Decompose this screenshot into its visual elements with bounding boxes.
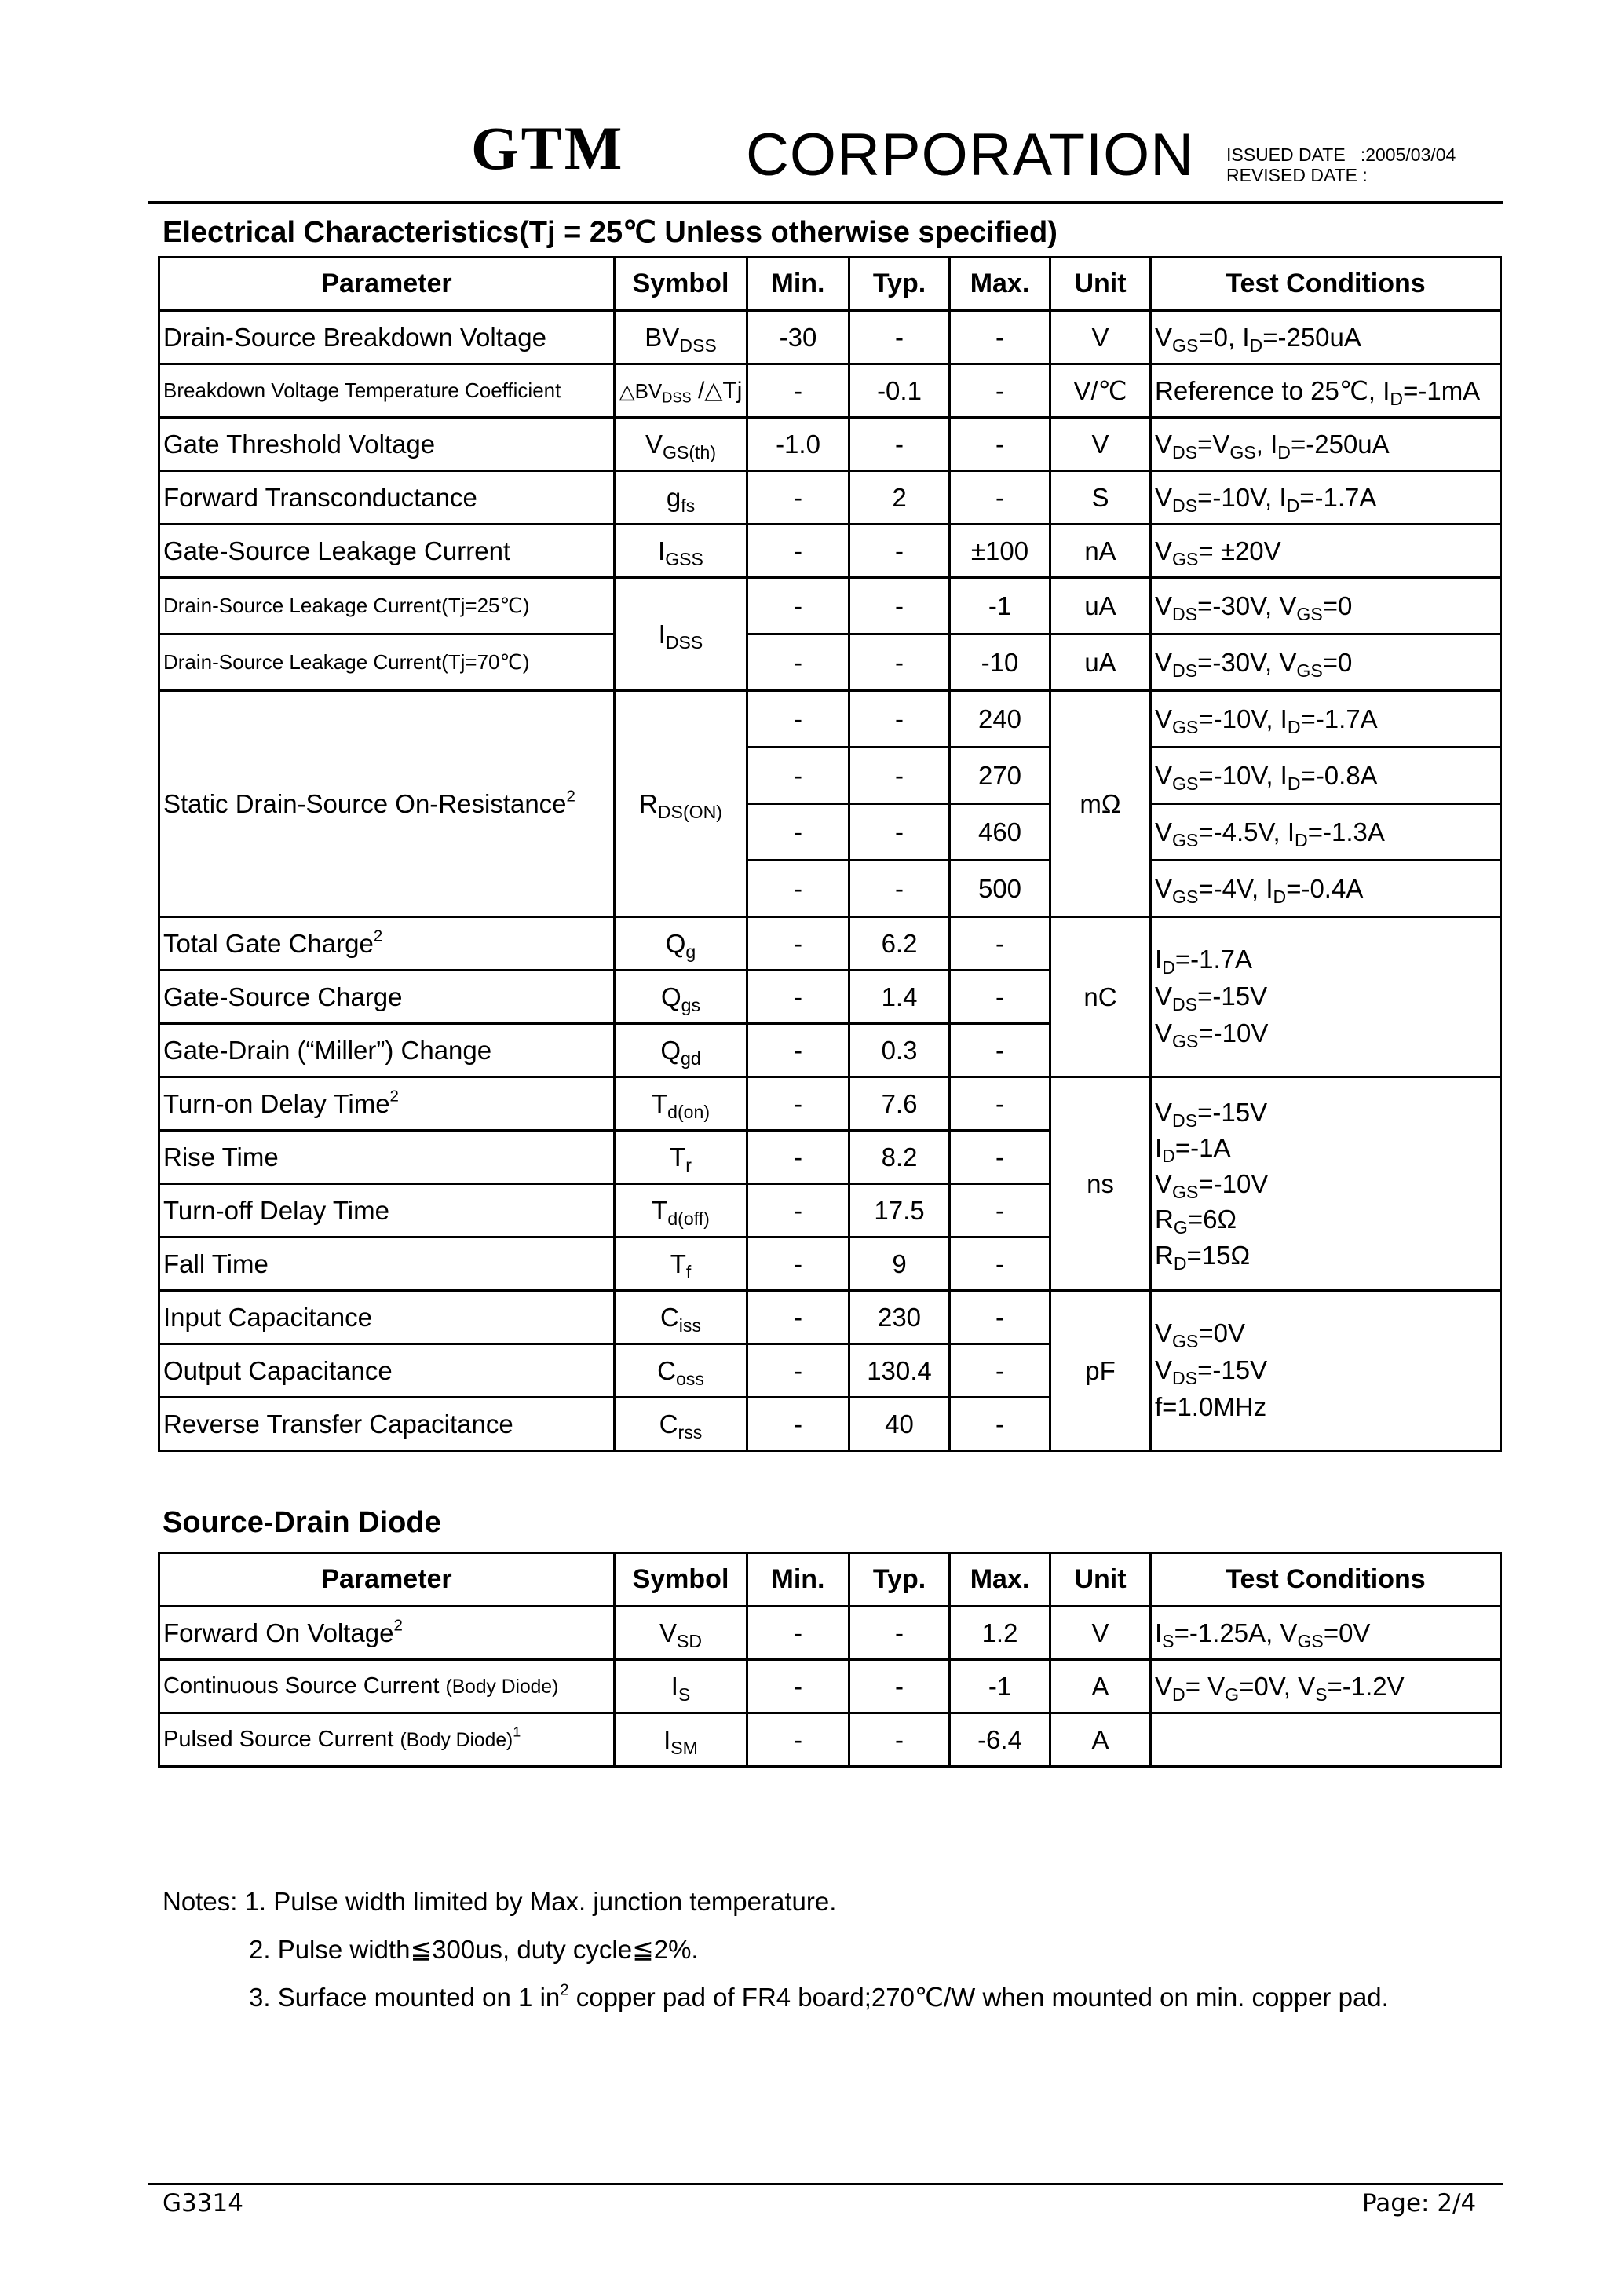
symbol-cell: $V_{GS(th)}$ [615, 418, 747, 471]
typ-cell: - [849, 578, 950, 634]
header-max: Max. [950, 258, 1050, 311]
min-cell: - [747, 1131, 849, 1184]
param-cell: Forward On Voltage$^2$ [159, 1607, 615, 1660]
unit-cell: pF [1050, 1291, 1151, 1451]
condition-line: $V_{GS}=-10V$ [1155, 1168, 1269, 1202]
max-cell: - [950, 917, 1050, 971]
issued-date: ISSUED DATE :2005/03/04 [1226, 144, 1456, 165]
min-cell: - [747, 364, 849, 418]
max-cell: - [950, 1024, 1050, 1077]
condition-cell: $V_{DS}=V_{GS}$, $I_D=-250uA$ [1151, 418, 1501, 471]
param-cell: Gate-Source Leakage Current [159, 525, 615, 578]
source-drain-diode-table [158, 1552, 1502, 1768]
typ-cell: 2 [849, 471, 950, 525]
symbol-cell: $T_{d(off)}$ [615, 1184, 747, 1238]
revised-date: REVISED DATE : [1226, 165, 1368, 186]
param-cell: Drain-Source Breakdown Voltage [159, 311, 615, 364]
typ-cell: - [849, 634, 950, 691]
typ-cell: -0.1 [849, 364, 950, 418]
header-rule [148, 201, 1503, 204]
typ-cell: - [849, 748, 950, 804]
typ-cell: 40 [849, 1398, 950, 1451]
max-cell: -1 [950, 1660, 1050, 1713]
condition-line: $I_D=-1.7A$ [1155, 945, 1253, 978]
param-cell: Turn-on Delay Time$^2$ [159, 1077, 615, 1131]
electrical-characteristics-table [158, 256, 1502, 1452]
param-cell: Drain-Source Leakage Current(Tj=25℃) [159, 578, 615, 634]
condition-line: $I_D=-1A$ [1155, 1133, 1231, 1167]
condition-cell: $V_{GS}=-10V$, $I_D=-1.7A$ [1151, 691, 1501, 748]
max-cell: - [950, 1184, 1050, 1238]
condition-cell [1151, 917, 1501, 1077]
min-cell: - [747, 1077, 849, 1131]
condition-cell: $V_{GS}=-10V$, $I_D=-0.8A$ [1151, 748, 1501, 804]
header-test-conditions: Test Conditions [1151, 1553, 1501, 1607]
min-cell: - [747, 691, 849, 748]
max-cell: 500 [950, 861, 1050, 917]
typ-cell: 8.2 [849, 1131, 950, 1184]
param-cell: Output Capacitance [159, 1344, 615, 1398]
param-cell: Gate-Source Charge [159, 971, 615, 1024]
max-cell: - [950, 1398, 1050, 1451]
symbol-cell: $Q_g$ [615, 917, 747, 971]
typ-cell: - [849, 525, 950, 578]
min-cell: - [747, 1238, 849, 1291]
condition-line: $V_{DS}=-15V$ [1155, 1355, 1268, 1388]
unit-cell: uA [1050, 634, 1151, 691]
condition-cell: $V_{GS}=-4.5V$, $I_D=-1.3A$ [1151, 804, 1501, 861]
typ-cell: 1.4 [849, 971, 950, 1024]
typ-cell: 6.2 [849, 917, 950, 971]
min-cell: - [747, 471, 849, 525]
min-cell: - [747, 917, 849, 971]
min-cell: - [747, 971, 849, 1024]
unit-cell: S [1050, 471, 1151, 525]
param-cell: Rise Time [159, 1131, 615, 1184]
min-cell: -30 [747, 311, 849, 364]
condition-line: $V_{GS}=0V$ [1155, 1318, 1246, 1352]
condition-cell: Reference to 25℃, $I_D=-1mA$ [1151, 364, 1501, 418]
table-row [159, 1077, 1501, 1131]
table-row [159, 917, 1501, 971]
param-cell: Input Capacitance [159, 1291, 615, 1344]
table-row [159, 311, 1501, 364]
document-id: G3314 [163, 2189, 243, 2217]
symbol-cell: $Q_{gs}$ [615, 971, 747, 1024]
param-cell: Gate-Drain (“Miller”) Change [159, 1024, 615, 1077]
condition-cell: $I_S=-1.25A$, $V_{GS}=0V$ [1151, 1607, 1501, 1660]
max-cell: - [950, 1077, 1050, 1131]
header-typ: Typ. [849, 1553, 950, 1607]
unit-cell: V [1050, 311, 1151, 364]
symbol-cell: $\triangle BV_{DSS}$ /△Tj [615, 364, 747, 418]
typ-cell: - [849, 311, 950, 364]
min-cell: - [747, 1024, 849, 1077]
param-cell: Turn-off Delay Time [159, 1184, 615, 1238]
min-cell: - [747, 804, 849, 861]
symbol-cell: $C_{oss}$ [615, 1344, 747, 1398]
table-header-row [159, 258, 1501, 311]
param-cell: Fall Time [159, 1238, 615, 1291]
electrical-characteristics-title: Electrical Characteristics(Tj = 25℃ Unless otherwise specified) [163, 216, 1058, 249]
typ-cell: 17.5 [849, 1184, 950, 1238]
param-cell: Forward Transconductance [159, 471, 615, 525]
min-cell: - [747, 1184, 849, 1238]
header-unit: Unit [1050, 1553, 1151, 1607]
unit-cell: nA [1050, 525, 1151, 578]
max-cell: -1 [950, 578, 1050, 634]
min-cell: - [747, 1344, 849, 1398]
condition-cell: $V_{DS}=-30V$, $V_{GS}=0$ [1151, 634, 1501, 691]
param-cell: Static Drain-Source On-Resistance$^2$ [159, 691, 615, 917]
typ-cell: - [849, 1713, 950, 1767]
issue-dates [1226, 144, 1456, 186]
condition-line: $V_{GS}=-10V$ [1155, 1018, 1269, 1051]
max-cell: - [950, 364, 1050, 418]
condition-cell: $V_D= V_G=0V$, $V_S=-1.2V$ [1151, 1660, 1501, 1713]
condition-line: $R_D=15\Omega$ [1155, 1240, 1251, 1274]
typ-cell: - [849, 1660, 950, 1713]
typ-cell: 9 [849, 1238, 950, 1291]
min-cell: - [747, 861, 849, 917]
condition-cell: $V_{DS}=-10V$, $I_D=-1.7A$ [1151, 471, 1501, 525]
condition-line: $R_G=6\Omega$ [1155, 1205, 1237, 1238]
table-row [159, 1607, 1501, 1660]
table-header-row [159, 1553, 1501, 1607]
condition-cell [1151, 1291, 1501, 1451]
table-row [159, 1291, 1501, 1344]
condition-line: $V_{DS}=-15V$ [1155, 1097, 1268, 1131]
typ-cell: - [849, 691, 950, 748]
table-row [159, 471, 1501, 525]
min-cell: - [747, 1660, 849, 1713]
unit-cell: nC [1050, 917, 1151, 1077]
condition-cell: $V_{GS}=-4V$, $I_D=-0.4A$ [1151, 861, 1501, 917]
symbol-cell: $R_{DS(ON)}$ [615, 691, 747, 917]
symbol-cell: $Q_{gd}$ [615, 1024, 747, 1077]
max-cell: - [950, 1291, 1050, 1344]
symbol-cell: $C_{rss}$ [615, 1398, 747, 1451]
min-cell: -1.0 [747, 418, 849, 471]
min-cell: - [747, 748, 849, 804]
symbol-cell: $T_r$ [615, 1131, 747, 1184]
typ-cell: 230 [849, 1291, 950, 1344]
typ-cell: - [849, 1607, 950, 1660]
company-name: CORPORATION [746, 122, 1195, 188]
min-cell: - [747, 525, 849, 578]
max-cell: - [950, 311, 1050, 364]
max-cell: -6.4 [950, 1713, 1050, 1767]
condition-cell: $V_{GS}=0$, $I_D=-250uA$ [1151, 311, 1501, 364]
table-row [159, 634, 1501, 691]
param-cell: Total Gate Charge$^2$ [159, 917, 615, 971]
typ-cell: 0.3 [849, 1024, 950, 1077]
condition-cell [1151, 1713, 1501, 1767]
unit-cell: ns [1050, 1077, 1151, 1291]
header-symbol: Symbol [615, 258, 747, 311]
table-row [159, 691, 1501, 748]
typ-cell: - [849, 861, 950, 917]
header-symbol: Symbol [615, 1553, 747, 1607]
header-typ: Typ. [849, 258, 950, 311]
header-parameter: Parameter [159, 1553, 615, 1607]
min-cell: - [747, 578, 849, 634]
symbol-cell: $C_{iss}$ [615, 1291, 747, 1344]
table-row [159, 578, 1501, 634]
symbol-cell: $I_{DSS}$ [615, 578, 747, 691]
footer-rule [148, 2183, 1503, 2185]
brand-logo: GTM [471, 114, 625, 182]
table-row [159, 1713, 1501, 1767]
condition-line: $V_{DS}=-15V$ [1155, 982, 1268, 1015]
max-cell: - [950, 1344, 1050, 1398]
condition-cell [1151, 1077, 1501, 1291]
max-cell: 240 [950, 691, 1050, 748]
unit-cell: V [1050, 418, 1151, 471]
max-cell: ±100 [950, 525, 1050, 578]
max-cell: 270 [950, 748, 1050, 804]
symbol-cell: $I_{SM}$ [615, 1713, 747, 1767]
max-cell: - [950, 971, 1050, 1024]
unit-cell: mΩ [1050, 691, 1151, 917]
table-row [159, 1660, 1501, 1713]
symbol-cell: $g_{fs}$ [615, 471, 747, 525]
page-number: Page: 2/4 [1362, 2189, 1477, 2217]
min-cell: - [747, 1607, 849, 1660]
min-cell: - [747, 634, 849, 691]
symbol-cell: $I_S$ [615, 1660, 747, 1713]
condition-cell: $V_{DS}=-30V$, $V_{GS}=0$ [1151, 578, 1501, 634]
header-max: Max. [950, 1553, 1050, 1607]
table-row [159, 525, 1501, 578]
param-cell: Pulsed Source Current (Body Diode)$^1$ [159, 1713, 615, 1767]
note-1: Notes: 1. Pulse width limited by Max. junction temperature. [163, 1887, 837, 1916]
typ-cell: - [849, 804, 950, 861]
header-parameter: Parameter [159, 258, 615, 311]
max-cell: -10 [950, 634, 1050, 691]
min-cell: - [747, 1398, 849, 1451]
param-cell: Continuous Source Current (Body Diode) [159, 1660, 615, 1713]
max-cell: - [950, 1238, 1050, 1291]
source-drain-diode-title: Source-Drain Diode [163, 1506, 441, 1539]
max-cell: 1.2 [950, 1607, 1050, 1660]
typ-cell: 130.4 [849, 1344, 950, 1398]
unit-cell: V/℃ [1050, 364, 1151, 418]
unit-cell: A [1050, 1713, 1151, 1767]
param-cell: Reverse Transfer Capacitance [159, 1398, 615, 1451]
condition-line: f=1.0MHz [1155, 1391, 1267, 1421]
max-cell: - [950, 418, 1050, 471]
table-row [159, 418, 1501, 471]
symbol-cell: $T_{d(on)}$ [615, 1077, 747, 1131]
max-cell: - [950, 1131, 1050, 1184]
max-cell: - [950, 471, 1050, 525]
unit-cell: uA [1050, 578, 1151, 634]
param-cell: Breakdown Voltage Temperature Coefficient [159, 364, 615, 418]
header-unit: Unit [1050, 258, 1151, 311]
unit-cell: A [1050, 1660, 1151, 1713]
condition-cell: $V_{GS}= \pm 20V$ [1151, 525, 1501, 578]
header-min: Min. [747, 258, 849, 311]
header-test-conditions: Test Conditions [1151, 258, 1501, 311]
min-cell: - [747, 1713, 849, 1767]
table-row [159, 364, 1501, 418]
symbol-cell: $I_{GSS}$ [615, 525, 747, 578]
unit-cell: V [1050, 1607, 1151, 1660]
header-min: Min. [747, 1553, 849, 1607]
symbol-cell: $BV_{DSS}$ [615, 311, 747, 364]
max-cell: 460 [950, 804, 1050, 861]
note-2: 2. Pulse width≦300us, duty cycle≦2%. [249, 1935, 699, 1964]
param-cell: Drain-Source Leakage Current(Tj=70℃) [159, 634, 615, 691]
typ-cell: 7.6 [849, 1077, 950, 1131]
symbol-cell: $T_f$ [615, 1238, 747, 1291]
min-cell: - [747, 1291, 849, 1344]
typ-cell: - [849, 418, 950, 471]
param-cell: Gate Threshold Voltage [159, 418, 615, 471]
note-3: 3. Surface mounted on 1 $in^2$ copper pad of FR4 board;270℃/W when mounted on min. copper pad. [249, 1980, 1389, 2012]
symbol-cell: $V_{SD}$ [615, 1607, 747, 1660]
